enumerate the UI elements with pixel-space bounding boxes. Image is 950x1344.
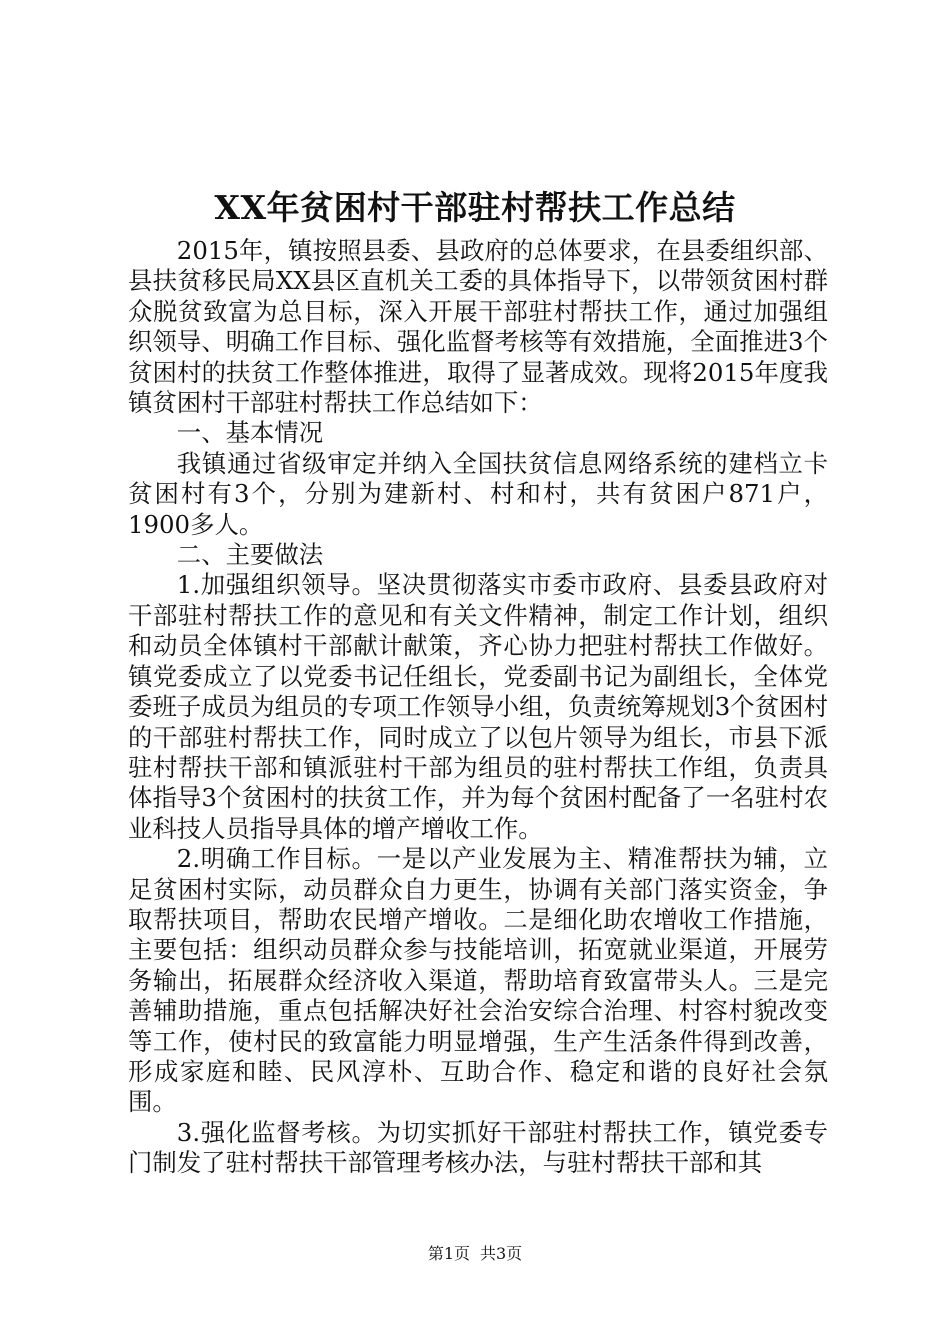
paragraph-intro: 2015年，镇按照县委、县政府的总体要求，在县委组织部、县扶贫移民局XX县区直机关工委的具体指导下，以带领贫困村群众脱贫致富为总目标，深入开展干部驻村帮扶工作，通过加强组织领导、明确工作目标、强化监督考核等有效措施，全面推进3个贫困村的扶贫工作整体推进，取得了显著成效。现将2015年度我镇贫困村干部驻村帮扶工作总结如下： bbox=[128, 236, 828, 418]
section-heading-basic-situation: 一、基本情况 bbox=[176, 418, 324, 448]
paragraph-practice-2: 2.明确工作目标。一是以产业发展为主、精准帮扶为辅，立足贫困村实际，动员群众自力更生，协调有关部门落实资金，争取帮扶项目，帮助农民增产增收。二是细化助农增收工作措施，主要包括：组织动员群众参与技能培训，拓宽就业渠道，开展劳务输出，拓展群众经济收入渠道，帮助培育致富带头人。三是完善辅助措施，重点包括解决好社会治安综合治理、村容村貌改变等工作，使村民的致富能力明显增强，生产生活条件得到改善，形成家庭和睦、民风淳朴、互助合作、稳定和谐的良好社会氛围。 bbox=[128, 844, 828, 1117]
document-title: XX年贫困村干部驻村帮扶工作总结 bbox=[214, 188, 736, 227]
paragraph-practice-3: 3.强化监督考核。为切实抓好干部驻村帮扶工作，镇党委专门制发了驻村帮扶干部管理考核办法，与驻村帮扶干部和其 bbox=[128, 1117, 828, 1178]
page-total: 共3页 bbox=[480, 1244, 523, 1263]
document-body bbox=[128, 236, 828, 1179]
paragraph-practice-1: 1.加强组织领导。坚决贯彻落实市委市政府、县委县政府对干部驻村帮扶工作的意见和有关文件精神，制定工作计划，组织和动员全体镇村干部献计献策，齐心协力把驻村帮扶工作做好。镇党委成立了以党委书记任组长，党委副书记为副组长，全体党委班子成员为组员的专项工作领导小组，负责统筹规划3个贫困村的干部驻村帮扶工作，同时成立了以包片领导为组长，市县下派驻村帮扶干部和镇派驻村干部为组员的驻村帮扶工作组，负责具体指导3个贫困村的扶贫工作，并为每个贫困村配备了一名驻村农业科技人员指导具体的增产增收工作。 bbox=[128, 570, 828, 843]
page-number: 第1页 bbox=[427, 1244, 470, 1263]
section-heading-main-practices: 二、主要做法 bbox=[176, 540, 324, 570]
page-footer bbox=[0, 1242, 950, 1266]
paragraph-basic-situation: 我镇通过省级审定并纳入全国扶贫信息网络系统的建档立卡贫困村有3个，分别为建新村、村和村，共有贫困户871户，1900多人。 bbox=[128, 448, 828, 539]
